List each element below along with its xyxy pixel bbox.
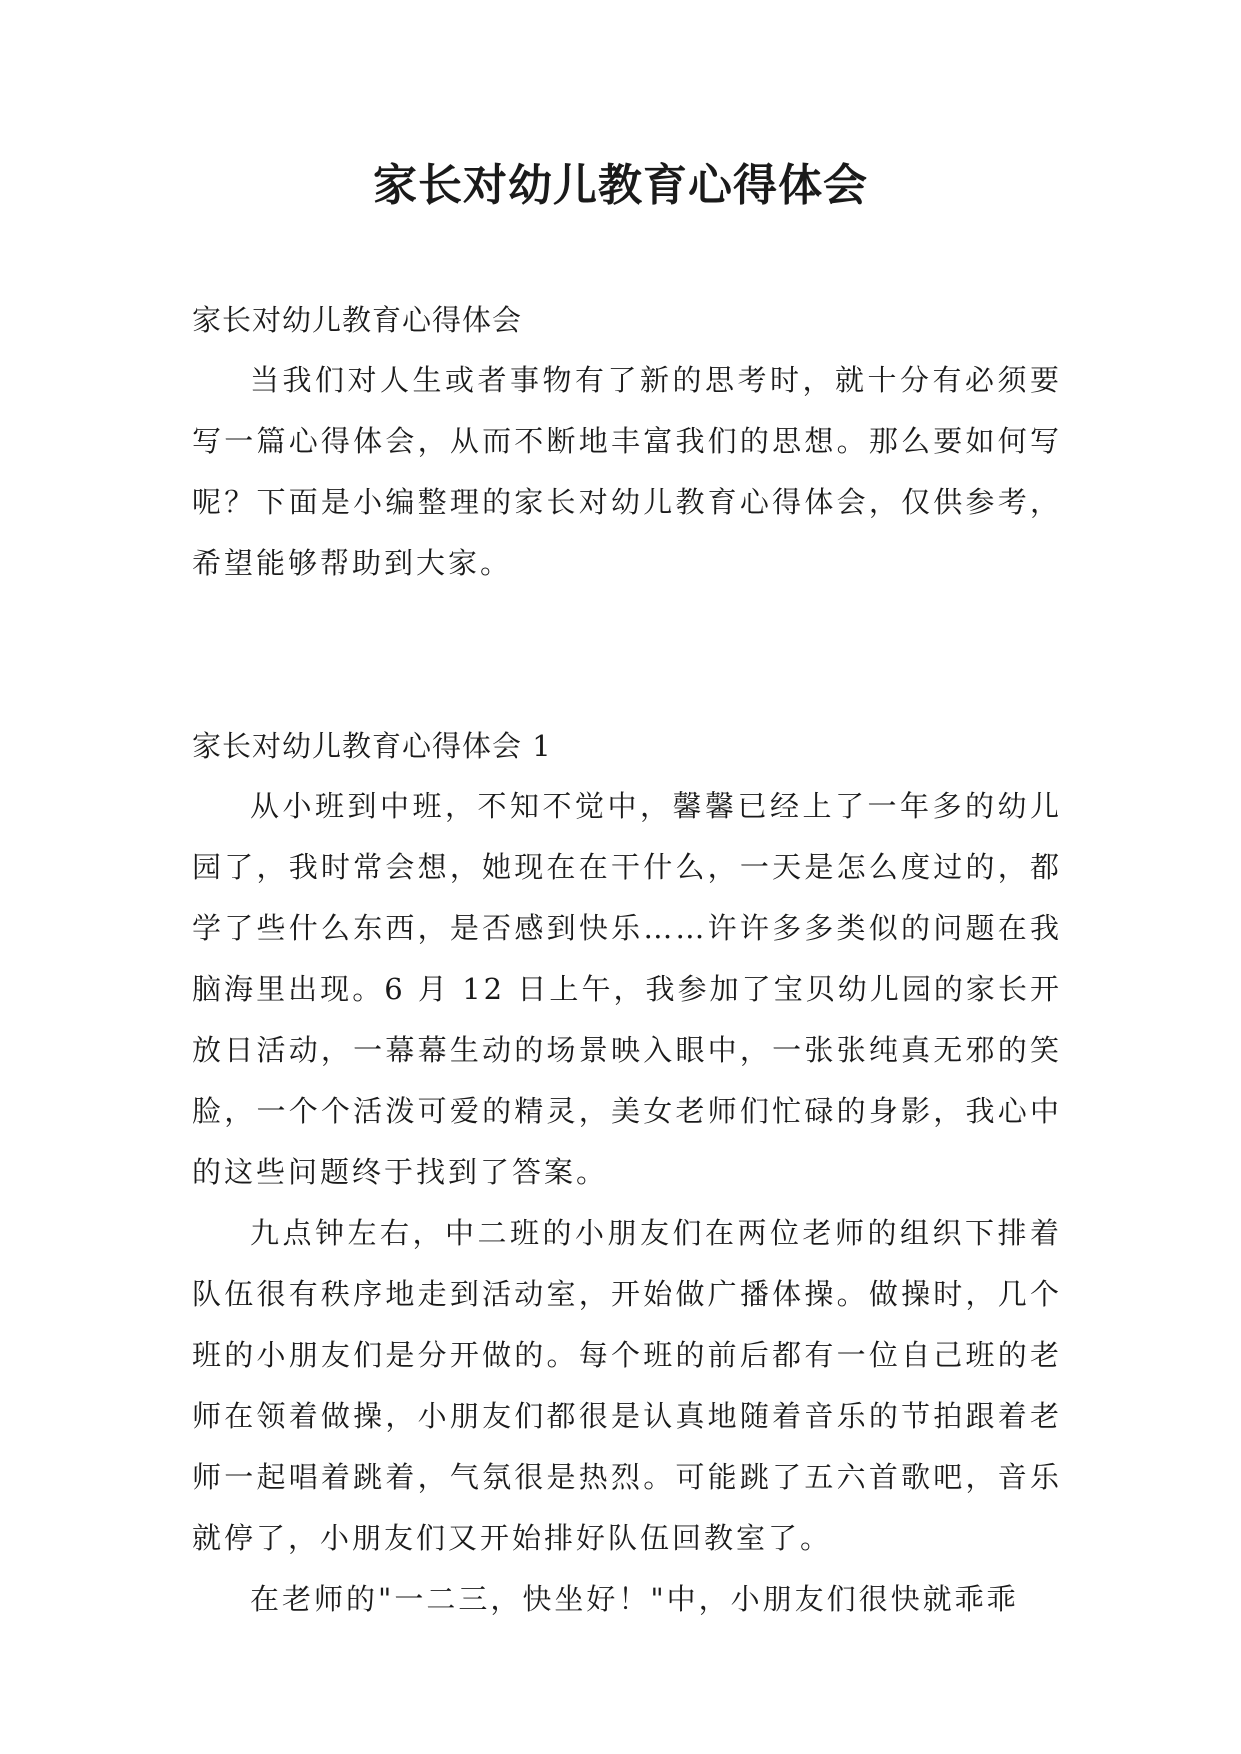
intro-paragraph: 当我们对人生或者事物有了新的思考时，就十分有必须要写一篇心得体会，从而不断地丰富我们的思想。那么要如何写呢？下面是小编整理的家长对幼儿教育心得体会，仅供参考，希望能够帮助到大家。: [192, 363, 1062, 580]
document-body: [192, 290, 1062, 1630]
section-1-paragraph-2: 九点钟左右，中二班的小朋友们在两位老师的组织下排着队伍很有秩序地走到活动室，开始做广播体操。做操时，几个班的小朋友们是分开做的。每个班的前后都有一位自己班的老师在领着做操，小朋友们都很是认真地随着音乐的节拍跟着老师一起唱着跳着，气氛很是热烈。可能跳了五六首歌吧，音乐就停了，小朋友们又开始排好队伍回教室了。: [192, 1216, 1062, 1555]
section-1-heading: 家长对幼儿教育心得体会 1: [192, 729, 552, 763]
document-title: 家长对幼儿教育心得体会: [373, 160, 868, 211]
section-spacer: [192, 594, 1062, 716]
section-1-paragraph-3: 在老师的"一二三，快坐好！"中，小朋友们很快就乖乖: [250, 1582, 1019, 1616]
section-1-paragraph-1: 从小班到中班，不知不觉中，馨馨已经上了一年多的幼儿园了，我时常会想，她现在在干什么，一天是怎么度过的，都学了些什么东西，是否感到快乐……许许多多类似的问题在我脑海里出现。6 月 12 日上午，我参加了宝贝幼儿园的家长开放日活动，一幕幕生动的场景映入眼中，一张张纯真无邪的笑脸，一个个活泼可爱的精灵，美女老师们忙碌的身影，我心中的这些问题终于找到了答案。: [192, 789, 1062, 1189]
intro-heading: 家长对幼儿教育心得体会: [192, 303, 523, 337]
